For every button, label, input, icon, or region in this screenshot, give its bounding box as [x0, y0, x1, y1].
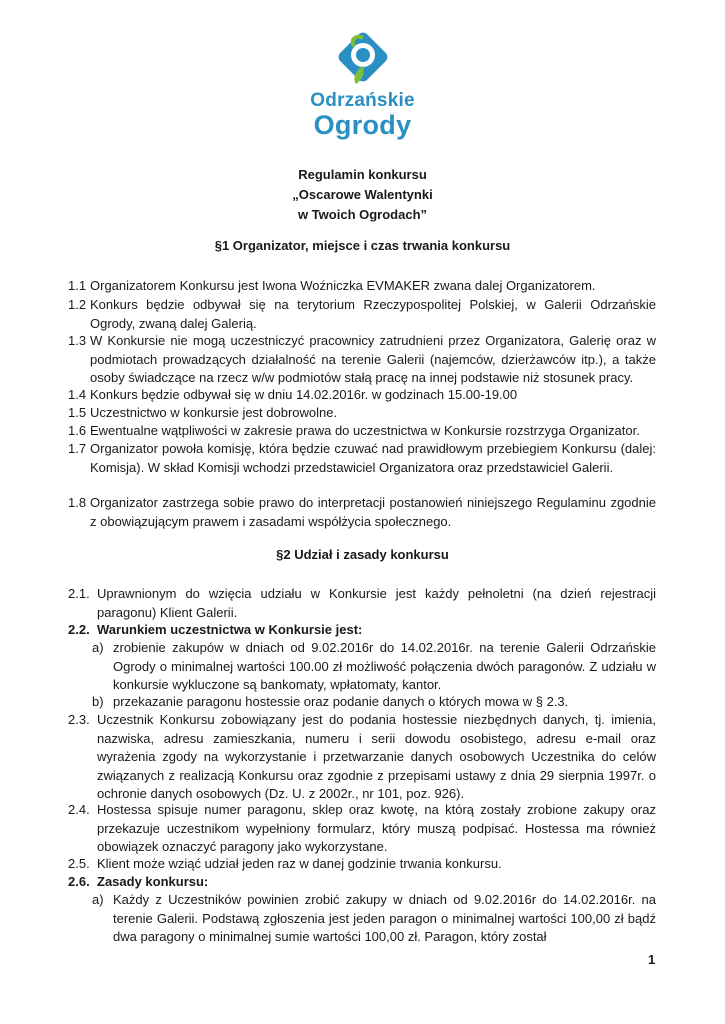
- item-letter: b): [92, 694, 104, 709]
- list-item: [68, 296, 656, 333]
- list-item: [68, 494, 656, 531]
- list-item: [68, 585, 656, 622]
- item-text: Ewentualne wątpliwości w zakresie prawa do uczestnictwa w Konkursie rozstrzyga Organizator.: [90, 423, 640, 438]
- item-text: Konkurs będzie odbywał się na terytorium Rzeczypospolitej Polskiej, w Galerii Odrzańskie Ogrody, zwaną dalej Galerią.: [90, 297, 656, 331]
- item-number: 1.3: [68, 333, 87, 348]
- item-number: 1.8: [68, 495, 87, 510]
- item-text: Zasady konkursu:: [97, 874, 209, 889]
- item-text: Konkurs będzie odbywał się w dniu 14.02.2016r. w godzinach 15.00-19.00: [90, 387, 518, 402]
- item-number: 1.1: [68, 278, 87, 293]
- list-item: [92, 639, 656, 695]
- list-item: [92, 891, 656, 947]
- item-text: Uprawnionym do wzięcia udziału w Konkursie jest każdy pełnoletni (na dzień rejestracji paragonu) Klient Galerii.: [97, 586, 656, 620]
- item-text: Organizatorem Konkursu jest Iwona Woźniczka EVMAKER zwana dalej Organizatorem.: [90, 278, 596, 293]
- list-item: [68, 332, 656, 388]
- document-title-line1: Regulamin konkursu: [298, 167, 427, 182]
- item-number: 2.3.: [68, 712, 90, 727]
- list-item: [68, 386, 656, 405]
- item-text: Warunkiem uczestnictwa w Konkursie jest:: [97, 622, 363, 637]
- item-number: 1.5: [68, 405, 87, 420]
- item-letter: a): [92, 640, 104, 655]
- item-number: 2.4.: [68, 802, 90, 817]
- item-text: Klient może wziąć udział jeden raz w danej godzinie trwania konkursu.: [97, 856, 502, 871]
- list-item: [92, 693, 656, 712]
- item-text: Uczestnictwo w konkursie jest dobrowolne.: [90, 405, 338, 420]
- list-item: [68, 801, 656, 857]
- item-number: 1.2: [68, 297, 87, 312]
- list-item: [68, 855, 656, 874]
- list-item: [68, 440, 656, 477]
- logo-text-line1: Odrzańskie: [310, 90, 415, 111]
- logo-text-line2: Ogrody: [313, 110, 412, 140]
- item-text: Hostessa spisuje numer paragonu, sklep oraz kwotę, na którą zostały zrobione zakupy oraz przekazuje uczestnikom wypełniony formularz, który muszą podpisać. Hostessa ma również obowiązek oznaczyć paragony jako wykorzystane.: [97, 802, 656, 855]
- item-text: Każdy z Uczestników powinien zrobić zakupy w dniach od 9.02.2016r do 14.02.2016r. na terenie Galerii. Podstawą zgłoszenia jest jeden paragon o minimalnej wartości 100,00 zł bądź dwa paragony o minimalnej sumie wartości 100,00 zł. Paragon, który został: [113, 892, 656, 945]
- item-text: Uczestnik Konkursu zobowiązany jest do podania hostessie niezbędnych danych, tj. imienia, nazwiska, adresu zamieszkania, numeru i serii dowodu osobistego, adresu e-mail oraz wyrażenia zgody na wykorzystanie i przetwarzanie danych osobowych Uczestnika do celów związanych z realizacją Konkursu oraz zgodnie z przepisami ustawy z dnia 29 sierpnia 1997r. o ochronie danych osobowych (Dz. U. z 2002r., nr 101, poz. 926).: [97, 712, 656, 802]
- list-item: [68, 873, 656, 892]
- item-number: 2.1.: [68, 586, 90, 601]
- item-text: W Konkursie nie mogą uczestniczyć pracownicy zatrudnieni przez Organizatora, Galerię oraz w podmiotach prowadzących działalność na terenie Galerii (najemców, dzierżawców itp.), a także osoby świadczące na rzecz w/w podmiotów stałą pracę na innej podstawie niż stosunek pracy.: [90, 333, 656, 386]
- item-number: 1.6: [68, 423, 87, 438]
- list-item: [68, 621, 656, 640]
- list-item: [68, 711, 656, 804]
- page-number: 1: [648, 952, 656, 967]
- item-letter: a): [92, 892, 104, 907]
- section-2-heading: §2 Udział i zasady konkursu: [276, 547, 449, 562]
- logo: [300, 22, 425, 144]
- item-number: 1.4: [68, 387, 87, 402]
- item-text: zrobienie zakupów w dniach od 9.02.2016r do 14.02.2016r. na terenie Galerii Odrzańskie Ogrody o minimalnej wartości 100.00 zł możliwość połączenia dwóch paragonów. Z udziału w konkursie wykluczone są bankomaty, wpłatomaty, kantor.: [113, 640, 656, 693]
- logo-emblem-icon: [332, 26, 394, 88]
- item-text: przekazanie paragonu hostessie oraz podanie danych o których mowa w § 2.3.: [113, 694, 569, 709]
- document-title-line2: „Oscarowe Walentynki: [292, 187, 433, 202]
- section-1-heading: §1 Organizator, miejsce i czas trwania konkursu: [214, 238, 511, 253]
- list-item: [68, 404, 656, 423]
- item-number: 1.7: [68, 441, 87, 456]
- document-title-line3: w Twoich Ogrodach”: [297, 207, 428, 222]
- list-item: [68, 277, 656, 296]
- item-number: 2.5.: [68, 856, 90, 871]
- item-text: Organizator zastrzega sobie prawo do interpretacji postanowień niniejszego Regulaminu zgodnie z obowiązującym prawem i zasadami współżycia społecznego.: [90, 495, 656, 529]
- item-text: Organizator powoła komisję, która będzie czuwać nad prawidłowym przebiegiem Konkursu (dalej: Komisja). W skład Komisji wchodzi przedstawiciel Organizatora oraz przedstawiciel Galerii.: [90, 441, 656, 475]
- list-item: [68, 422, 656, 441]
- item-number: 2.2.: [68, 622, 90, 637]
- item-number: 2.6.: [68, 874, 90, 889]
